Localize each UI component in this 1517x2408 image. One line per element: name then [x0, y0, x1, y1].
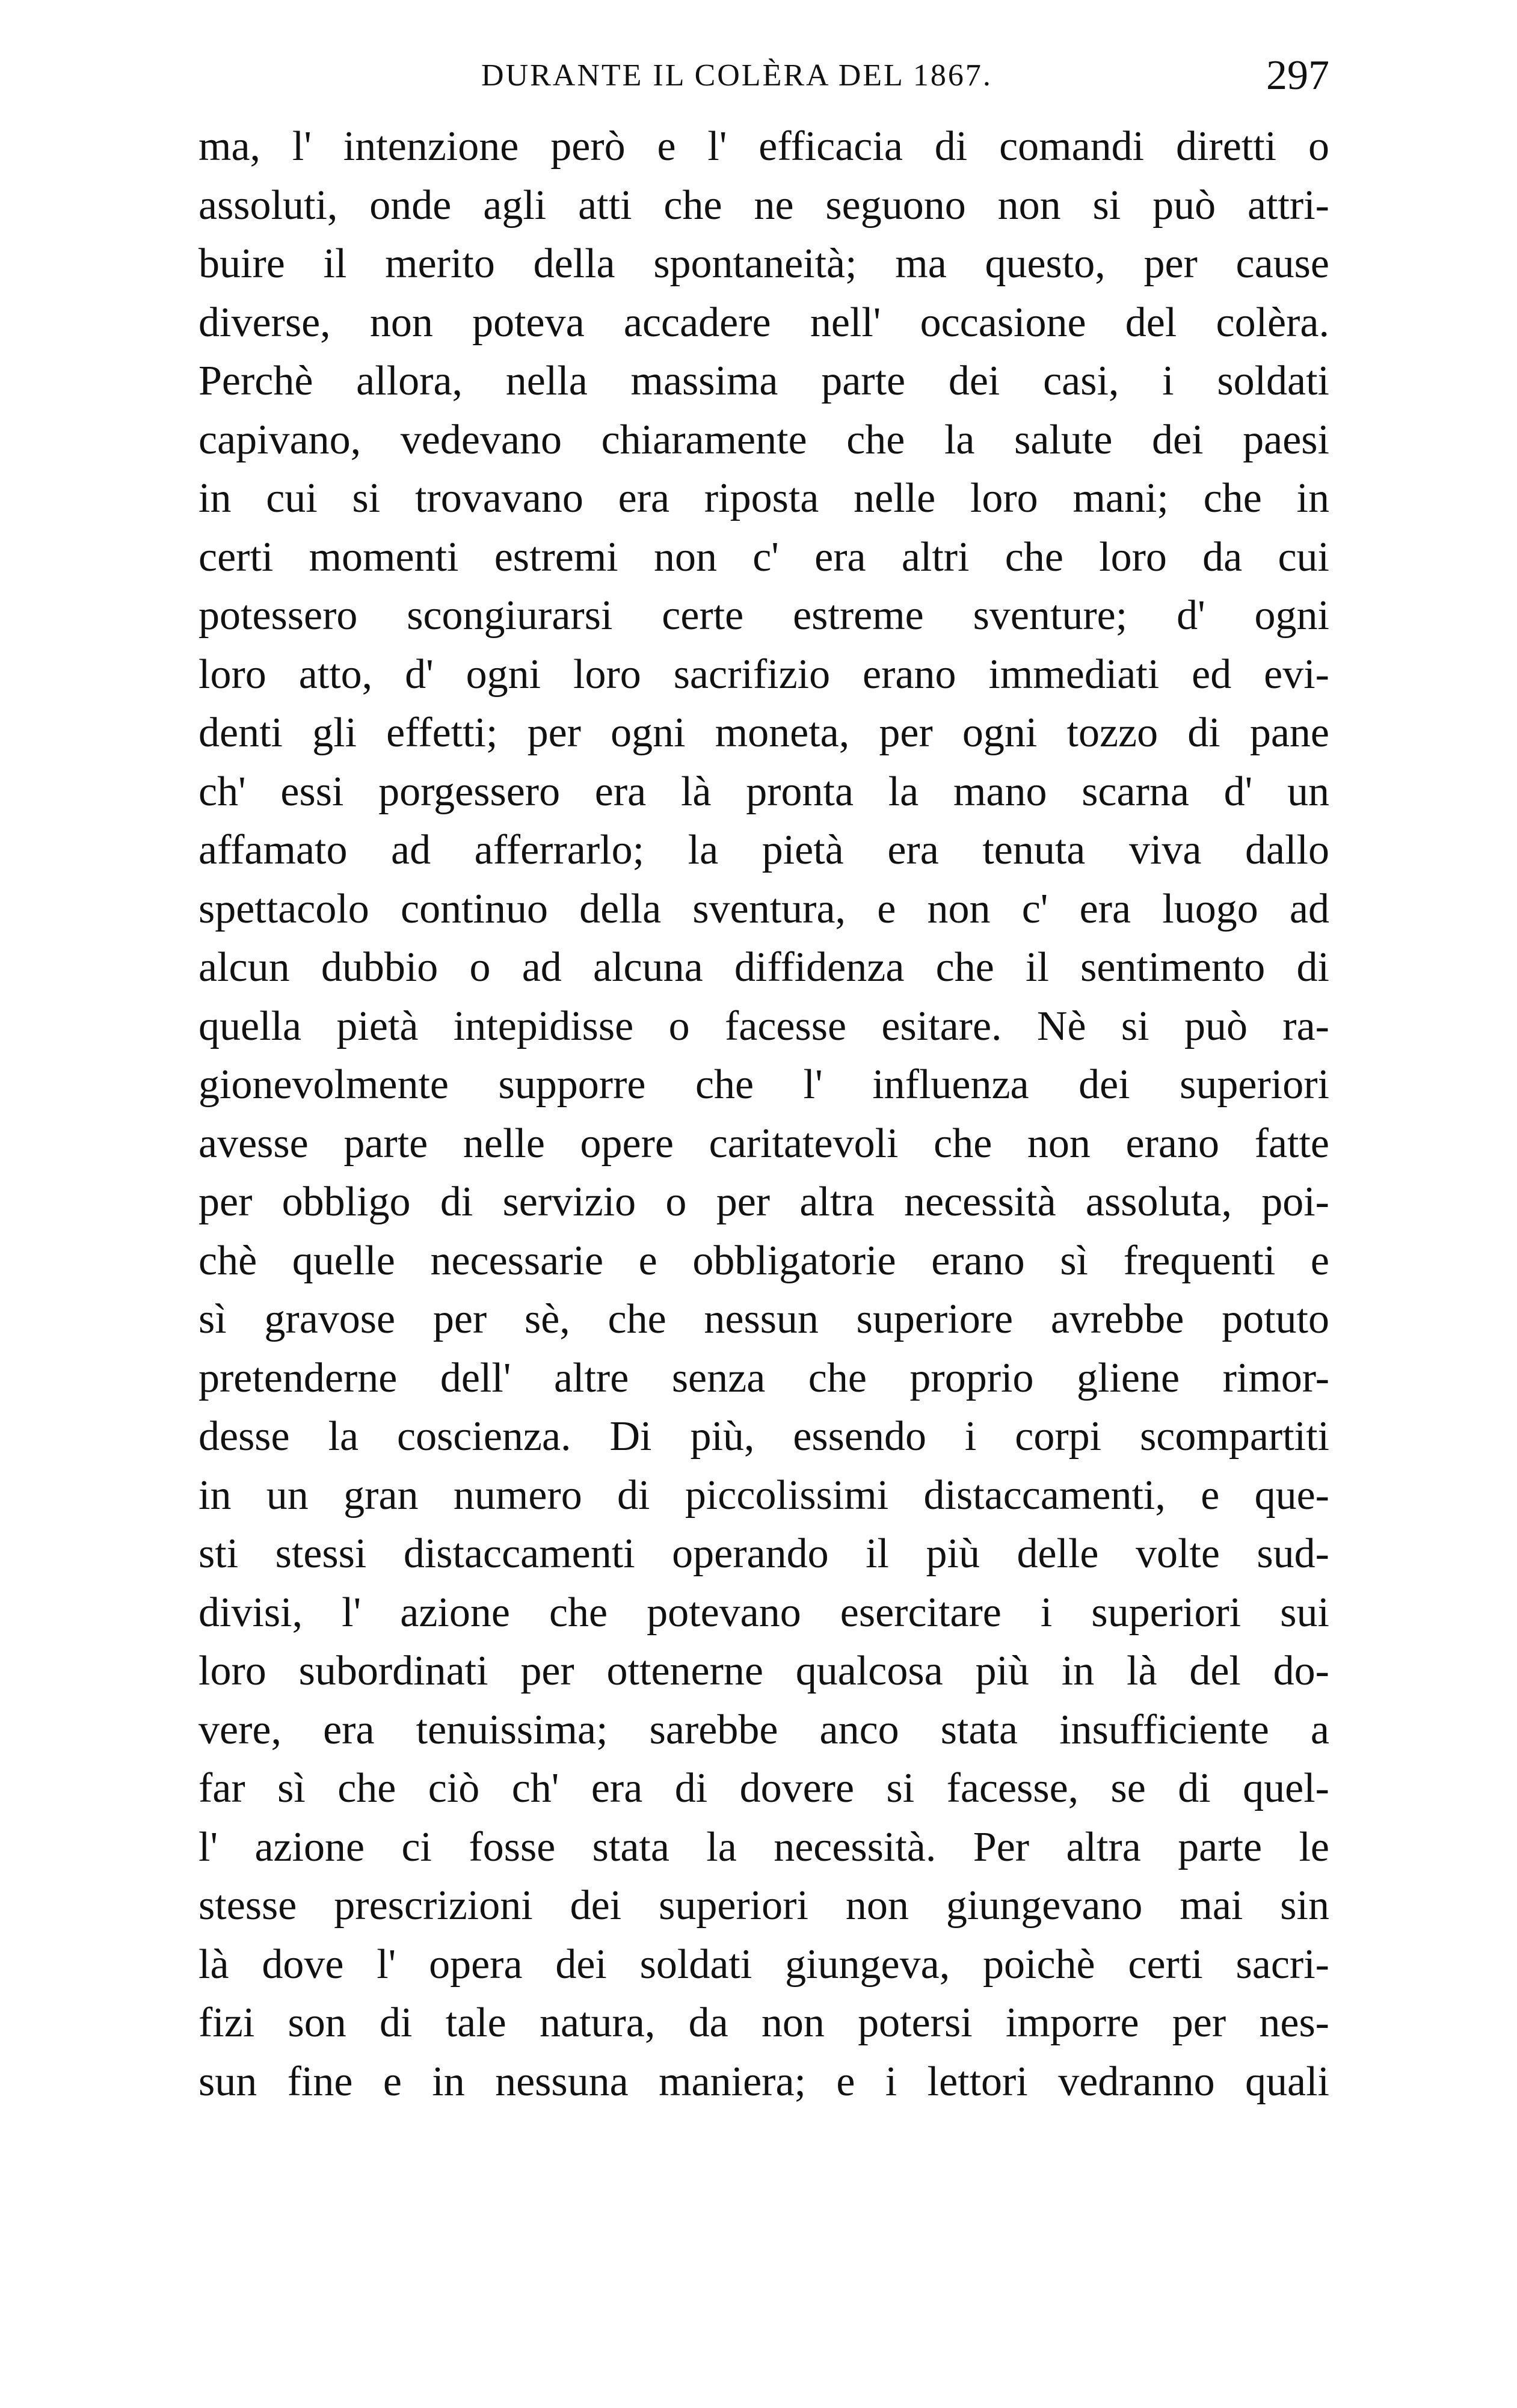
- text-line: per obbligo di servizio o per altra necessità assoluta, poi-: [198, 1179, 1329, 1225]
- text-line: Perchè allora, nella massima parte dei casi, i soldati: [198, 358, 1329, 404]
- text-line: potessero scongiurarsi certe estreme sventure; d' ogni: [198, 592, 1329, 639]
- text-line: sì gravose per sè, che nessun superiore avrebbe potuto: [198, 1296, 1329, 1342]
- running-head: DURANTE IL COLÈRA DEL 1867.: [481, 58, 992, 93]
- text-line: sun fine e in nessuna maniera; e i lettori vedranno quali: [198, 2058, 1329, 2105]
- text-line: ma, l' intenzione però e l' efficacia di comandi diretti o: [198, 123, 1329, 170]
- text-line: diverse, non poteva accadere nell' occasione del colèra.: [198, 299, 1329, 346]
- text-line: affamato ad afferrarlo; la pietà era tenuta viva dallo: [198, 827, 1329, 873]
- text-line: là dove l' opera dei soldati giungeva, poichè certi sacri-: [198, 1941, 1329, 1988]
- text-line: capivano, vedevano chiaramente che la salute dei paesi: [198, 416, 1329, 463]
- text-line: denti gli effetti; per ogni moneta, per ogni tozzo di pane: [198, 710, 1329, 756]
- text-line: pretenderne dell' altre senza che proprio gliene rimor-: [198, 1354, 1329, 1401]
- text-line: spettacolo continuo della sventura, e non c' era luogo ad: [198, 885, 1329, 932]
- text-line: in cui si trovavano era riposta nelle loro mani; che in: [198, 475, 1329, 521]
- text-line: l' azione ci fosse stata la necessità. Per altra parte le: [198, 1823, 1329, 1870]
- text-line: loro atto, d' ogni loro sacrifizio erano immediati ed evi-: [198, 651, 1329, 698]
- text-line: certi momenti estremi non c' era altri che loro da cui: [198, 533, 1329, 580]
- text-line: fizi son di tale natura, da non potersi imporre per nes-: [198, 2000, 1329, 2046]
- page-number: 297: [1266, 52, 1329, 99]
- page-header: [198, 52, 1329, 118]
- text-line: far sì che ciò ch' era di dovere si facesse, se di quel-: [198, 1765, 1329, 1811]
- text-line: loro subordinati per ottenerne qualcosa più in là del do-: [198, 1648, 1329, 1694]
- text-line: quella pietà intepidisse o facesse esitare. Nè si può ra-: [198, 1003, 1329, 1049]
- text-line: gionevolmente supporre che l' influenza dei superiori: [198, 1061, 1329, 1108]
- text-line: alcun dubbio o ad alcuna diffidenza che il sentimento di: [198, 944, 1329, 991]
- text-line: buire il merito della spontaneità; ma questo, per cause: [198, 241, 1329, 287]
- text-line: vere, era tenuissima; sarebbe anco stata insufficiente a: [198, 1706, 1329, 1753]
- text-line: stesse prescrizioni dei superiori non giungevano mai sin: [198, 1882, 1329, 1929]
- text-line: ch' essi porgessero era là pronta la mano scarna d' un: [198, 768, 1329, 815]
- text-line: chè quelle necessarie e obbligatorie erano sì frequenti e: [198, 1237, 1329, 1284]
- text-line: divisi, l' azione che potevano esercitare i superiori sui: [198, 1589, 1329, 1636]
- body-text: [198, 117, 1329, 2111]
- text-line: avesse parte nelle opere caritatevoli che non erano fatte: [198, 1120, 1329, 1167]
- text-line: desse la coscienza. Di più, essendo i corpi scompartiti: [198, 1413, 1329, 1460]
- text-line: sti stessi distaccamenti operando il più delle volte sud-: [198, 1531, 1329, 1577]
- text-line: assoluti, onde agli atti che ne seguono non si può attri-: [198, 182, 1329, 229]
- text-line: in un gran numero di piccolissimi distaccamenti, e que-: [198, 1472, 1329, 1519]
